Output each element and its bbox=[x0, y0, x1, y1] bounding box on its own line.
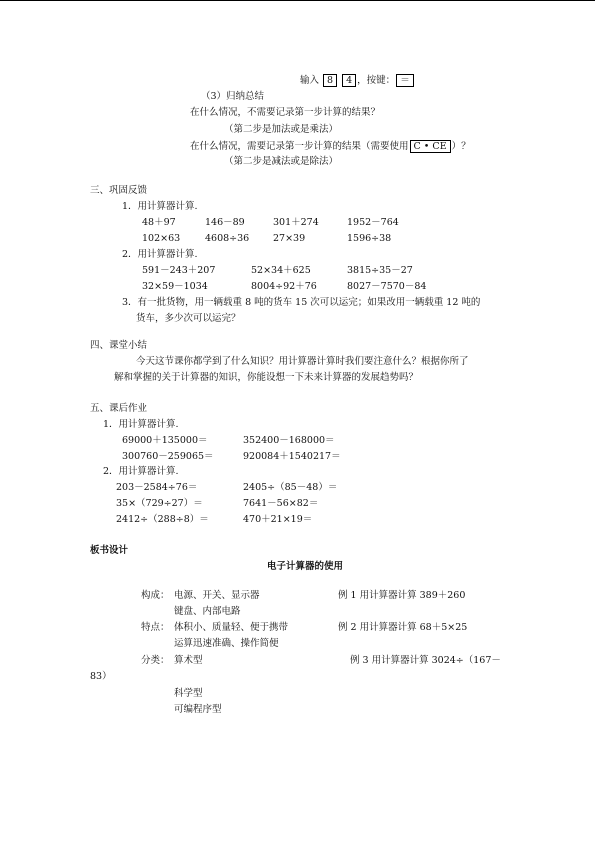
s3-item-1-label: 1．用计算器计算. bbox=[122, 201, 198, 212]
summary-question-2 bbox=[190, 140, 471, 153]
key-c-ce: C • CE bbox=[410, 140, 451, 153]
s5-i2-r1-c2: 2405÷（85－48）＝ bbox=[243, 482, 338, 493]
q2-post: ）？ bbox=[451, 141, 471, 152]
board-class-1: 算术型 bbox=[174, 655, 203, 666]
s3-i1-r1-c1: 48＋97 bbox=[142, 217, 176, 228]
board-title: 电子计算器的使用 bbox=[267, 561, 344, 572]
s3-i2-r1-c1: 591－243＋207 bbox=[142, 265, 216, 276]
summary-answer-2: （第二步是减法或是除法） bbox=[224, 156, 339, 167]
q2-pre: 在什么情况，需要记录第一步计算的结果（需要使用 bbox=[190, 141, 409, 152]
input-instruction bbox=[300, 74, 415, 87]
s5-i1-r2-c2: 920084＋1540217＝ bbox=[243, 451, 341, 462]
board-composition-1: 电源、开关、显示器 bbox=[174, 590, 260, 601]
key-4: 4 bbox=[342, 74, 356, 87]
board-class-label: 分类： bbox=[141, 655, 170, 666]
s3-i1-r1-c4: 1952－764 bbox=[347, 217, 399, 228]
board-features-label: 特点： bbox=[141, 622, 170, 633]
s4-line-2: 解和掌握的关于计算器的知识，你能设想一下未来计算器的发展趋势吗？ bbox=[114, 372, 419, 383]
key-equals: ＝ bbox=[396, 74, 414, 87]
board-example-3: 例 3 用计算器计算 3024÷（167－ bbox=[350, 655, 501, 666]
s5-i2-r3-c2: 470＋21×19＝ bbox=[243, 514, 313, 525]
s3-i1-r2-c4: 1596÷38 bbox=[347, 233, 392, 244]
section-4-title: 四、课堂小结 bbox=[90, 340, 148, 351]
s3-item-2-label: 2．用计算器计算. bbox=[122, 249, 198, 260]
s5-i2-r3-c1: 2412÷（288÷8）＝ bbox=[116, 514, 209, 525]
s5-item-2-label: 2．用计算器计算. bbox=[103, 466, 179, 477]
s3-i2-r2-c3: 8027－7570－84 bbox=[347, 281, 427, 292]
s5-i2-r1-c1: 203－2584÷76＝ bbox=[116, 482, 198, 493]
s3-i2-r1-c2: 52×34＋625 bbox=[251, 265, 311, 276]
top-rule bbox=[0, 0, 595, 1]
s5-i2-r2-c1: 35×（729÷27）＝ bbox=[116, 498, 203, 509]
s3-i1-r2-c3: 27×39 bbox=[273, 233, 306, 244]
s5-i1-r2-c1: 300760－259065＝ bbox=[122, 451, 214, 462]
board-class-2: 科学型 bbox=[174, 688, 203, 699]
s3-i1-r1-c3: 301＋274 bbox=[273, 217, 319, 228]
s3-i2-r2-c2: 8004÷92＋76 bbox=[251, 281, 317, 292]
s5-i2-r2-c2: 7641－56×82＝ bbox=[243, 498, 319, 509]
s5-i1-r1-c2: 352400－168000＝ bbox=[243, 435, 335, 446]
s3-i1-r2-c1: 102×63 bbox=[142, 233, 181, 244]
section-5-title: 五、课后作业 bbox=[90, 403, 148, 414]
board-heading: 板书设计 bbox=[90, 545, 129, 556]
board-composition-2: 键盘、内部电路 bbox=[174, 606, 241, 617]
s3-i2-r2-c1: 32×59－1034 bbox=[142, 281, 208, 292]
board-features-2: 运算迅速准确、操作简便 bbox=[174, 638, 279, 649]
s3-item-3-line-1: 3．有一批货物，用一辆载重 8 吨的货车 15 次可以运完；如果改用一辆载重 12 吨的 bbox=[122, 297, 481, 308]
s3-i1-r2-c2: 4608÷36 bbox=[205, 233, 250, 244]
board-features-1: 体积小、质量轻、便于携带 bbox=[174, 622, 289, 633]
s4-line-1: 今天这节课你都学到了什么知识？用计算器计算时我们要注意什么？根据你所了 bbox=[136, 356, 469, 367]
summary-answer-1: （第二步是加法或是乘法） bbox=[224, 124, 339, 135]
s3-i1-r1-c2: 146－89 bbox=[205, 217, 245, 228]
summary-question-1: 在什么情况，不需要记录第一步计算的结果？ bbox=[190, 107, 381, 118]
summary-heading: （3）归纳总结 bbox=[201, 91, 265, 102]
board-example-1: 例 1 用计算器计算 389＋260 bbox=[338, 590, 466, 601]
key-8: 8 bbox=[323, 74, 337, 87]
board-composition-label: 构成： bbox=[141, 590, 170, 601]
s5-item-1-label: 1．用计算器计算. bbox=[103, 419, 179, 430]
s3-i2-r1-c3: 3815÷35－27 bbox=[347, 265, 413, 276]
input-prefix: 输入 bbox=[300, 75, 320, 86]
board-class-3: 可编程序型 bbox=[174, 704, 222, 715]
section-3-title: 三、巩固反馈 bbox=[90, 185, 148, 196]
board-example-2: 例 2 用计算器计算 68＋5×25 bbox=[338, 622, 468, 633]
s5-i1-r1-c1: 69000＋135000＝ bbox=[122, 435, 208, 446]
board-example-3-wrap: 83） bbox=[90, 671, 112, 682]
s3-item-3-line-2: 货车，多少次可以运完？ bbox=[136, 313, 241, 324]
input-mid: ，按键： bbox=[357, 75, 396, 86]
